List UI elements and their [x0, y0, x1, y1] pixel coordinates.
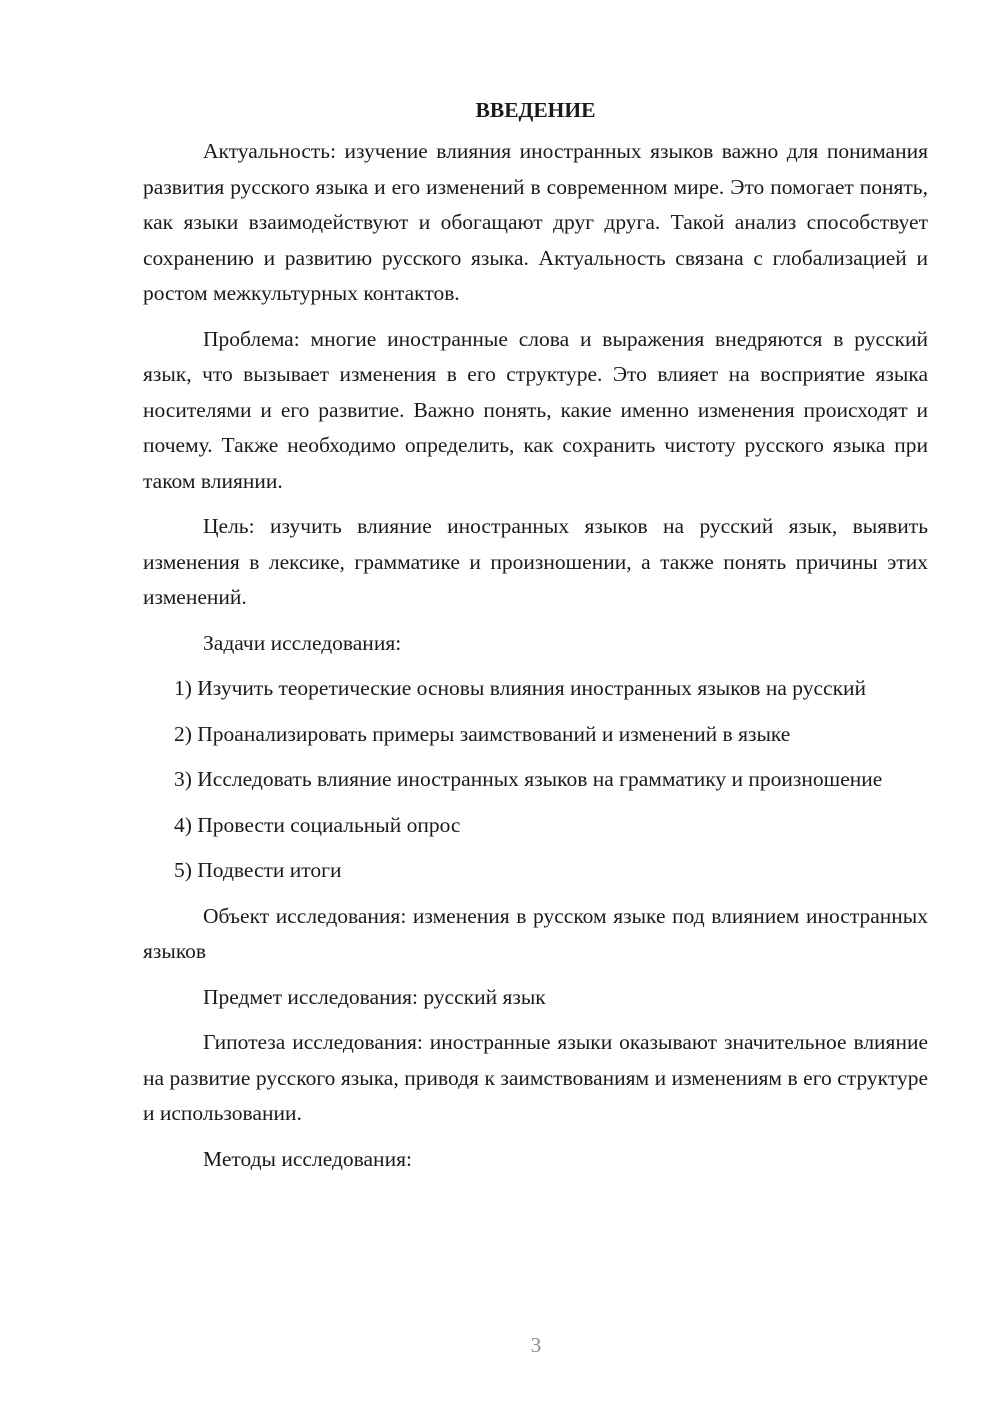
task-item-1: 1) Изучить теоретические основы влияния иностранных языков на русский	[174, 676, 867, 700]
methods-heading: Методы исследования:	[203, 1146, 412, 1171]
hypothesis-paragraph: Гипотеза исследования: иностранные языки оказывают значительное влияние на развитие русского языка, приводя к заимствованиям и изменениям в его структуре и использовании.	[143, 1030, 928, 1125]
object-paragraph: Объект исследования: изменения в русском языке под влиянием иностранных языков	[143, 903, 928, 963]
task-item-3: 3) Исследовать влияние иностранных языков на грамматику и произношение	[174, 767, 883, 791]
document-page	[143, 96, 928, 1187]
task-item-2: 2) Проанализировать примеры заимствований и изменений в языке	[174, 721, 791, 746]
tasks-heading: Задачи исследования:	[203, 630, 402, 655]
task-item-5: 5) Подвести итоги	[174, 858, 342, 882]
problem-paragraph: Проблема: многие иностранные слова и выражения внедряются в русский язык, что вызывает изменения в его структуре. Это влияет на восприятие языка носителями и его развитие. Важно понять, какие именно изменения происходят и почему. Также необходимо определить, как сохранить чистоту русского языка при таком влиянии.	[143, 326, 928, 493]
task-item-4: 4) Провести социальный опрос	[174, 812, 461, 837]
page-number: 3	[530, 1333, 542, 1357]
relevance-paragraph: Актуальность: изучение влияния иностранных языков важно для понимания развития русского языка и его изменений в современном мире. Это помогает понять, как языки взаимодействуют и обогащают друг друга. Такой анализ способствует сохранению и развитию русского языка. Актуальность связана с глобализацией и ростом межкультурных контактов.	[143, 139, 928, 305]
subject-paragraph: Предмет исследования: русский язык	[203, 984, 546, 1009]
section-title: ВВЕДЕНИЕ	[475, 98, 596, 122]
goal-paragraph: Цель: изучить влияние иностранных языков на русский язык, выявить изменения в лексике, грамматике и произношении, а также понять причины этих изменений.	[143, 514, 928, 609]
